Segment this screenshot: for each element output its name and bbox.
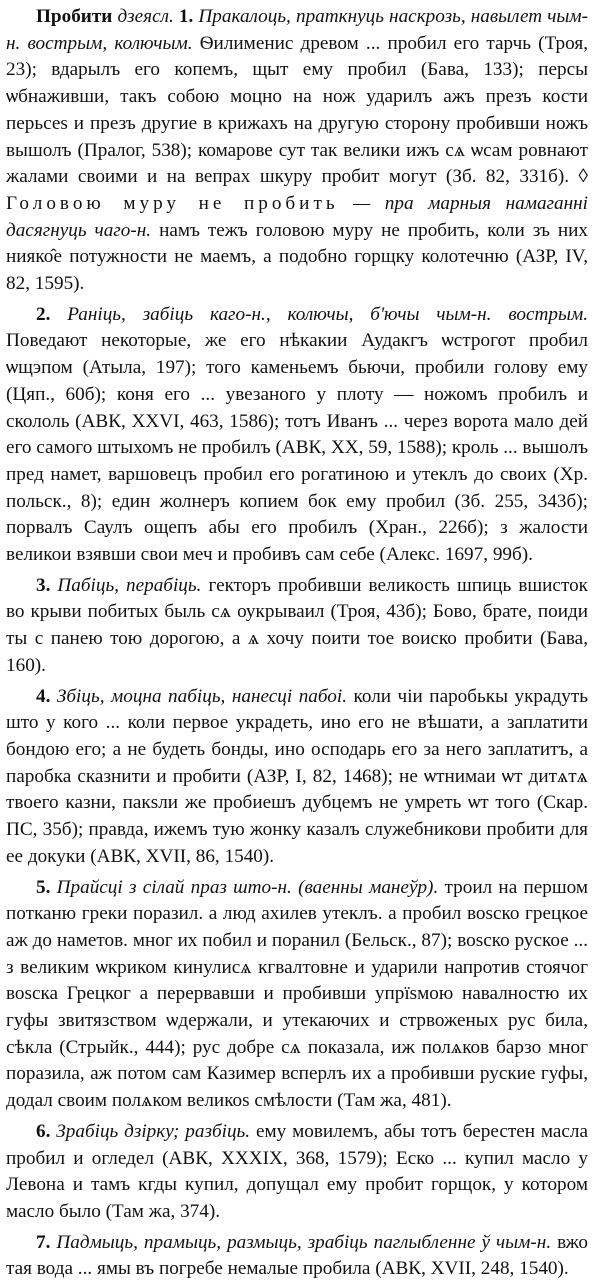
sense-3 — [6, 573, 588, 680]
sense-6 — [6, 1119, 588, 1226]
sense-number: 1. — [178, 6, 194, 27]
sense-number: 6. — [36, 1120, 51, 1142]
sense-definition: Падмыць, прамыць, размыць, зрабіць паглыбленне ў чым-н. — [56, 1231, 552, 1253]
headword: Пробити — [36, 6, 113, 27]
sense-4 — [6, 684, 588, 871]
sense-citations: коли чіи паробькы украдуть што у кого ... коли первое украдеть, ино его не вѣшати, а заплатити бондою его; а не будеть бонды, ино осподарь его за него заплатитъ, а паробка сказнити и пробити (АЗР, I, 82, 1468); не ѡтнимаи ѡт дитѧтѧ твоего казни, пакѕли же пробиешъ дубцемъ не умреть ѡт того (Скар. ПС, 35б); правда, ижемъ тую жонку казалъ служебникови пробити для ее докуки (АВК, XVII, 86, 1540). — [6, 685, 589, 867]
sense-number: 4. — [36, 685, 51, 707]
sense-citations: Ѳилименис древом ... пробил его тарчь (Троя, 23); вдарылъ его копемъ, щыт ему пробил (Бава, 133); персы ѡбнаживши, такъ собою моцно на нож ударилъ ажъ презъ кости перьсеѕ и презъ другие в крижахъ на другую сторону пробивши ножъ вышолъ (Пралог, 538); комарове сут так велики ижъ сѧ ѡсам ровнают жалами своими и на вепрах шкуру пробит могут (Зб. 82, 331б). ◊ — [6, 32, 589, 188]
sense-number: 7. — [36, 1231, 51, 1253]
sense-number: 2. — [36, 303, 51, 325]
sense-citations: Поведают некоторые, же его нѣкакии Аудакгъ ѡстрогот пробил ѡщэпом (Атыла, 197); того каменьемъ бьючи, пробили голову ему (Цяп., 60б); коня его ... увезаного у плоту — ножомъ пробилъ и скололь (АВК, XXVI, 463, 1586); тотъ Иванъ ... через ворота мало дей его самого штыхомъ не пробилъ (АВК, XX, 59, 1588); кроль ... вышолъ пред намет, варшовецъ пробил его рогатиною и утеклъ до своих (Хр. польск., 8); един жолнеръ копием бок ему пробил (Зб. 255, 343б); порвалъ Саулъ ощепъ абы его пробилъ (Хран., 226б); з жалости великои взявши свои меч и пробивъ сам себе (Алекс. 1697, 99б). — [6, 330, 588, 566]
sense-citations: гекторъ пробивши великость шпиць вшисток во крыви побитых быль сѧ оукрываил (Троя, 43б); Бово, брате, поиди ты с панею тою дорогою, а ѧ хочу поити тое воиско пробити (Бава, 160). — [6, 574, 588, 676]
sense-definition: Раніць, забіць каго-н., колючы, б'ючы чым-н. вострым. — [67, 303, 588, 325]
sense-definition: Пракалоць, праткнуць наскрозь, навылет чым-н. вострым, колючым. — [6, 6, 589, 54]
part-of-speech: дзеясл. — [117, 6, 174, 27]
idiom-citation: намъ тежъ головою муру не пробить, коли зъ них нияко̂е потужности не маемъ, а подобно горщку колотечню (АЗР, IV, 82, 1595). — [6, 219, 588, 295]
sense-7 — [6, 1230, 588, 1283]
sense-2 — [6, 302, 588, 569]
sense-citations: троил на першом потканю греки поразил. а люд ахилев утеклъ. а пробил воѕско грецкое аж до наметов. мног их побил и поранил (Бельск., 87); воѕско руское ... з великим ѡкриком кинулисѧ кгвалтовне и ударили напротив стоячог воѕска Грецког а перервавши и пробивши упрїѕмою навалностю их гуфы звитязством ѡдержали, и утекаючих и стрвоженых рус била, сѣкла (Стрыйк., 444); рус добре сѧ показала, иж полѧков барзо мног поразила, аж потом сам Казимер всперлъ их а пробивши руские гуфы, додал своим полѧком великоѕ смѣлости (Там жа, 481). — [6, 876, 588, 1112]
sense-definition: Зрабіць дзірку; разбіць. — [56, 1120, 251, 1142]
sense-citations: вжо тая вода ... ямы въ погребе немалые пробила (АВК, XVII, 248, 1540). — [6, 1231, 589, 1280]
sense-definition: Прайсці з сілай праз што-н. (ваенны манеўр). — [56, 876, 439, 898]
sense-number: 5. — [36, 876, 51, 898]
sense-number: 3. — [36, 574, 51, 596]
sense-5 — [6, 875, 588, 1115]
sense-definition: Пабіць, перабіць. — [57, 574, 202, 596]
sense-definition: Збіць, моцна пабіць, нанесці пабоі. — [56, 685, 347, 707]
idiom-phrase: Головою муру не пробить — [6, 192, 339, 214]
sense-1 — [6, 4, 588, 298]
sense-citations: ему мовилемъ, абы тотъ берестен масла пробил и огледел (АВК, XXXIX, 368, 1579); Еско ... купил масло у Левона и тамъ кгды купил, допущал ему пробит горщок, у котором масло было (Там жа, 374). — [6, 1120, 589, 1222]
idiom-definition: — пра марныя намаганні дасягнуць чаго-н. — [6, 192, 588, 241]
